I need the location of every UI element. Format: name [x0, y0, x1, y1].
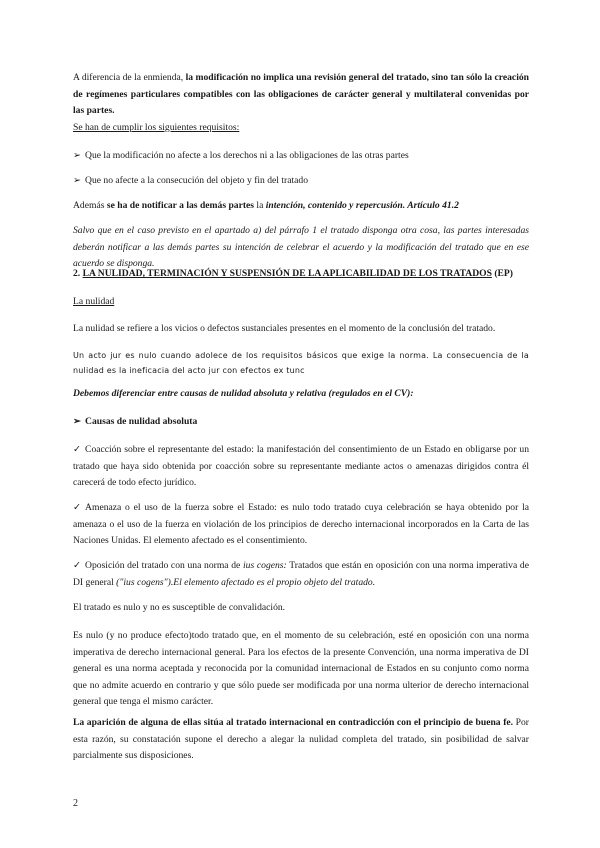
- arrow-icon: ➢: [73, 175, 82, 186]
- absolute-causes-title: Causas de nulidad absoluta: [85, 416, 198, 427]
- cause-text: Amenaza o el uso de la fuerza sobre el Estado: es nulo todo tratado cuya celebración se haya obtenido por la amenaza o el uso de la fuerza en violación de los principios de derecho internacional incorporados en la Carta de las Naciones Unidas. El elemento afectado es el consentimiento.: [73, 502, 529, 546]
- closing-paragraph: [73, 715, 529, 765]
- section-title: LA NULIDAD, TERMINACIÓN Y SUSPENSIÓN DE LA APLICABILIDAD DE LOS TRATADOS: [82, 268, 492, 279]
- absolute-causes-heading: [73, 414, 529, 431]
- cause-text-mid: Tratados que están en oposición con una norma imperativa de DI general: [73, 560, 529, 588]
- cause-amenaza: [73, 500, 529, 550]
- distinguish-heading: Debemos diferenciar entre causas de nulidad absoluta y relativa (regulados en el CV):: [73, 388, 414, 399]
- bullet-text: Que no afecte a la consecución del objeto y fin del tratado: [85, 175, 309, 186]
- nulidad-note: Un acto jur es nulo cuando adolece de los requisitos básicos que exige la norma. La consecuencia de la nulidad es la ineficacia del acto jur con efectos ex tunc: [73, 351, 529, 375]
- cause-ius-cogens: [73, 558, 529, 591]
- check-icon: ✓: [73, 502, 82, 513]
- notify-article-text: intención, contenido y repercusión. Artículo 41.2: [265, 200, 459, 211]
- ius-cogens-term: ius cogens:: [243, 560, 287, 571]
- salvo-paragraph: Salvo que en el caso previsto en el apartado a) del párrafo 1 el tratado disponga otra cosa, las partes interesadas deberán notificar a las demás partes su intención de celebrar el acuerdo y la modificación del tratado que en ese acuerdo se disponga.: [73, 225, 529, 269]
- arrow-icon: ➢: [73, 416, 82, 427]
- section-number: 2.: [73, 268, 83, 279]
- notify-bold-text: se ha de notificar a las demás partes: [106, 200, 255, 211]
- nulidad-definition: La nulidad se refiere a los vicios o defectos sustanciales presentes en el momento de la conclusión del tratado.: [73, 323, 496, 334]
- check-icon: ✓: [73, 560, 82, 571]
- section-heading: [73, 266, 529, 283]
- bullet-item: [73, 173, 529, 190]
- cause-text-tail: ("ius cogens").El elemento afectado es el propio objeto del tratado.: [116, 576, 376, 588]
- cause-text: Oposición del tratado con una norma de: [85, 560, 243, 571]
- article-paragraph: Es nulo (y no produce efecto)todo tratado que, en el momento de su celebración, esté en oposición con una norma imperativa de derecho internacional general. Para los efectos de la presente Convención, una norma imperativa de DI general es una norma aceptada y reconocida por la comunidad internacional de Estados en su conjunto como norma que no admite acuerdo en contrario y que sólo puede ser modificada por una norma ulterior de derecho internacional general que tenga el mismo carácter.: [73, 630, 529, 707]
- convalid-paragraph: El tratado es nulo y no es susceptible de convalidación.: [73, 602, 286, 613]
- closing-text: Por esta razón, su constatación supone el derecho a alegar la nulidad completa del tratado, sin posibilidad de salvar parcialmente sus disposiciones.: [73, 717, 529, 761]
- intro-bold-text: la modificación no implica una revisión general del tratado, sino tan sólo la creación de regímenes particulares compatibles con las obligaciones de carácter general y multilateral convenidas por las partes.: [73, 72, 529, 116]
- bullet-text: Que la modificación no afecte a los derechos ni a las obligaciones de las otras partes: [85, 150, 409, 161]
- notify-text: Además: [73, 200, 107, 211]
- nulidad-heading: La nulidad: [73, 296, 115, 307]
- cause-coaccion: [73, 442, 529, 492]
- bullet-item: [73, 148, 529, 165]
- requisites-text: Se han de cumplir los siguientes requisitos:: [73, 121, 240, 133]
- check-icon: ✓: [73, 444, 82, 455]
- page-number: 2: [73, 798, 78, 809]
- section-tag: (EP): [491, 268, 513, 279]
- cause-text: Coacción sobre el representante del estado: la manifestación del consentimiento de un Estado en obligarse por un tratado que haya sido obtenida por coacción sobre su representante mediante actos o amenazas dirigidos contra él carecerá de todo efecto jurídico.: [73, 444, 529, 488]
- arrow-icon: ➢: [73, 150, 82, 161]
- notify-paragraph: [73, 198, 529, 215]
- notify-mid-text: la: [254, 200, 266, 211]
- closing-bold-text: La aparición de alguna de ellas sitúa al tratado internacional en contradicción con el principio de buena fe.: [73, 717, 514, 728]
- intro-paragraph: [73, 70, 529, 136]
- intro-text: A diferencia de la enmienda,: [73, 72, 186, 83]
